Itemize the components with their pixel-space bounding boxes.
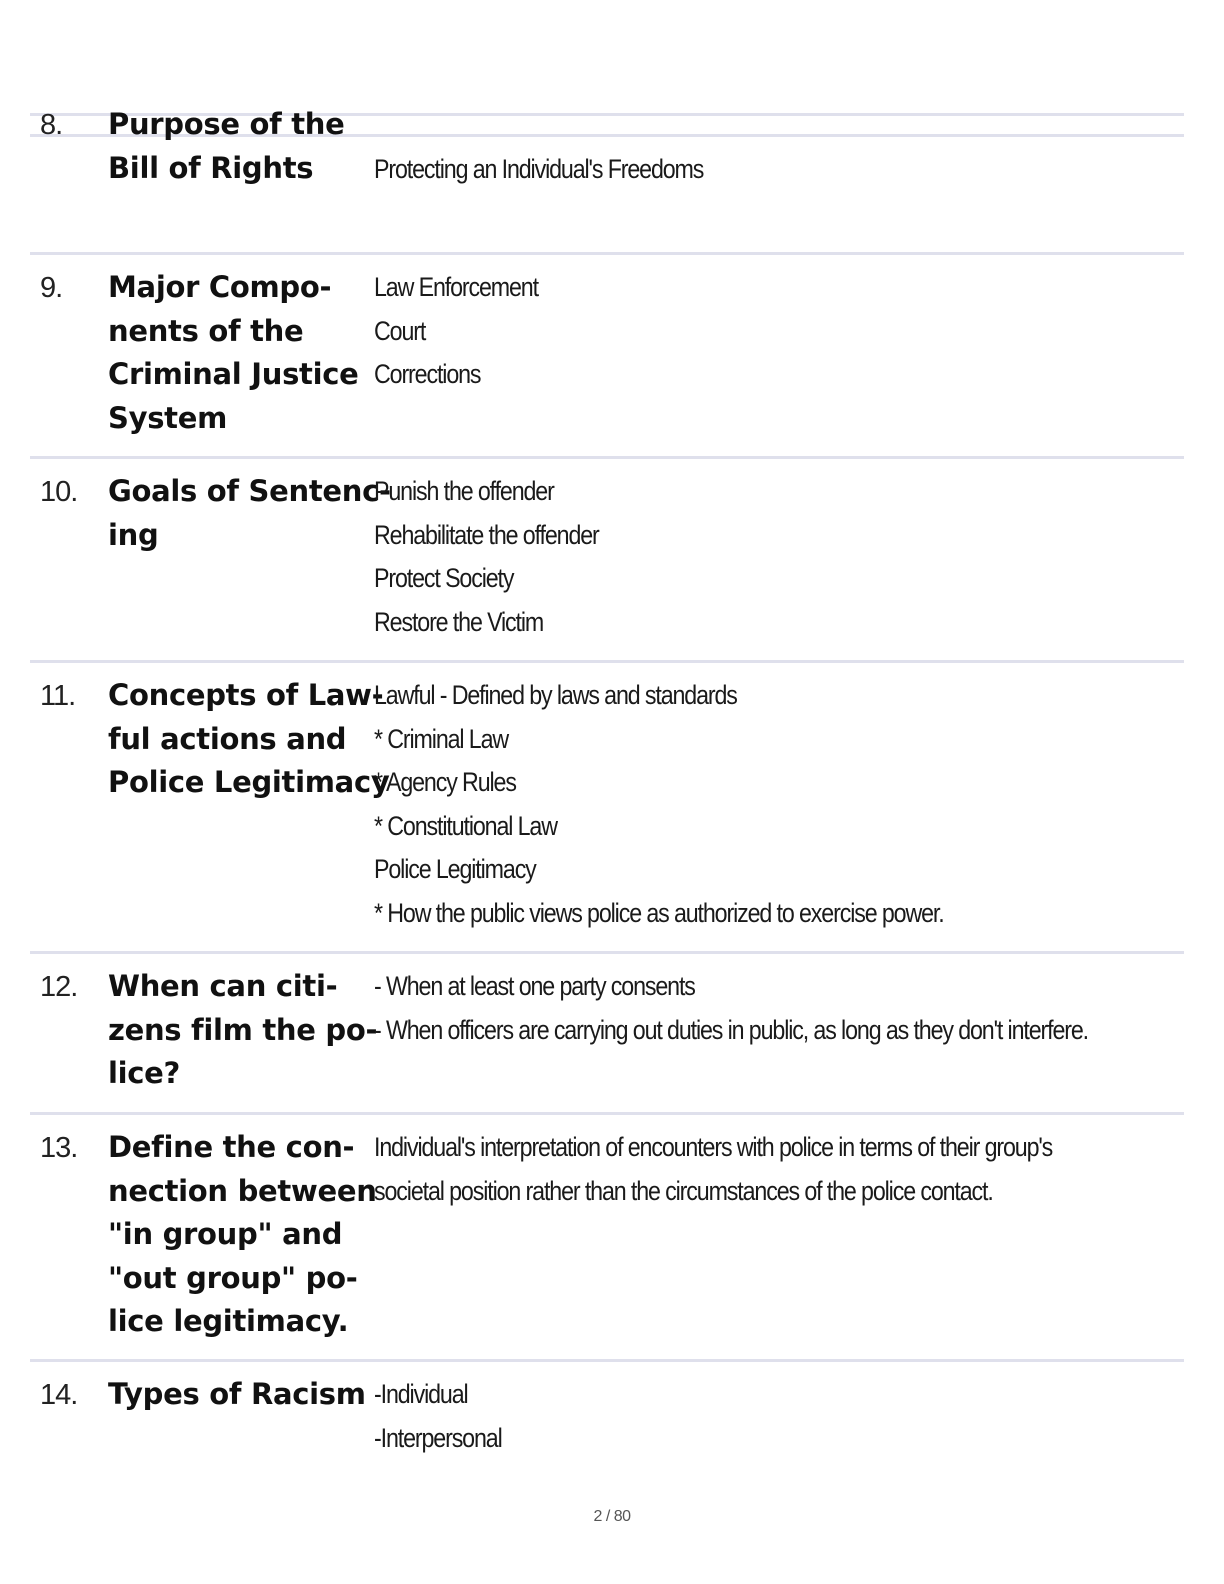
term-line: Goals of Sentenc- (108, 474, 391, 508)
card-definition (374, 965, 1089, 1052)
card-number: 12. (40, 971, 78, 1003)
definition-line: * Agency Rules (374, 767, 516, 797)
row-divider (30, 252, 1184, 255)
row-divider (30, 1359, 1184, 1362)
definition-line: Protect Society (374, 563, 514, 593)
term-line: Criminal Justice (108, 357, 359, 391)
definition-line: Court (374, 315, 426, 346)
card-number: 13. (40, 1132, 78, 1164)
definition-line: Rehabilitate the offender (374, 519, 599, 550)
definition-line: Lawful - Defined by laws and standards (374, 680, 737, 710)
card-number: 14. (40, 1379, 78, 1411)
term-line: When can citi- (108, 969, 338, 1003)
card-definition (374, 470, 1062, 644)
card-term (108, 103, 370, 190)
row-divider (30, 456, 1184, 459)
card-number: 11. (40, 680, 76, 712)
card-definition (374, 148, 1062, 192)
term-line: Types of Racism (108, 1377, 366, 1411)
row-divider (30, 1112, 1184, 1115)
definition-line: - When at least one party consents (374, 971, 695, 1001)
card-term (108, 965, 378, 1096)
term-line: Major Compo- (108, 270, 332, 304)
term-line: nents of the (108, 313, 304, 348)
definition-line: * Criminal Law (374, 723, 509, 754)
card-term (108, 674, 390, 805)
term-line: System (108, 400, 228, 435)
term-line: lice? (108, 1056, 181, 1090)
term-line: Concepts of Law- (108, 678, 384, 712)
term-line: ing (108, 517, 159, 552)
term-line: ful actions and (108, 721, 347, 756)
term-line: Bill of Rights (108, 150, 314, 185)
row-divider (30, 951, 1184, 954)
definition-line: - When officers are carrying out duties in public, as long as they don't interfere. (374, 1014, 1089, 1045)
term-line: Purpose of the (108, 107, 345, 141)
term-line: Define the con- (108, 1130, 355, 1164)
definition-line: Individual's interpretation of encounters with police in terms of their group's (374, 1132, 1053, 1162)
card-term (108, 1373, 370, 1417)
card-number: 9. (40, 272, 63, 304)
definition-line: Punish the offender (374, 476, 554, 506)
definition-line: societal position rather than the circumstances of the police contact. (374, 1175, 993, 1206)
card-term (108, 266, 370, 440)
definition-line: * Constitutional Law (374, 810, 557, 841)
card-term (108, 1126, 377, 1344)
definition-line: Restore the Victim (374, 606, 544, 637)
definition-line: Protecting an Individual's Freedoms (374, 154, 704, 184)
term-line: Police Legitimacy (108, 765, 390, 799)
card-definition (374, 1126, 1062, 1213)
card-definition (374, 674, 1062, 935)
term-line: nection between (108, 1173, 377, 1208)
definition-line: -Individual (374, 1379, 468, 1409)
row-divider (30, 660, 1184, 663)
definition-line: -Interpersonal (374, 1422, 502, 1453)
page-indicator: 2 / 80 (593, 1508, 631, 1525)
card-definition (374, 266, 1062, 397)
definition-line: * How the public views police as authorized to exercise power. (374, 897, 944, 928)
term-line: "in group" and (108, 1217, 343, 1251)
definition-line: Corrections (374, 359, 481, 389)
term-line: zens film the po- (108, 1012, 378, 1047)
definition-line: Police Legitimacy (374, 854, 536, 884)
term-line: lice legitimacy. (108, 1304, 349, 1338)
card-number: 10. (40, 476, 78, 508)
card-number: 8. (40, 109, 63, 141)
definition-line: Law Enforcement (374, 272, 538, 302)
card-term (108, 470, 391, 557)
card-definition (374, 1373, 1062, 1460)
term-line: "out group" po- (108, 1260, 358, 1295)
